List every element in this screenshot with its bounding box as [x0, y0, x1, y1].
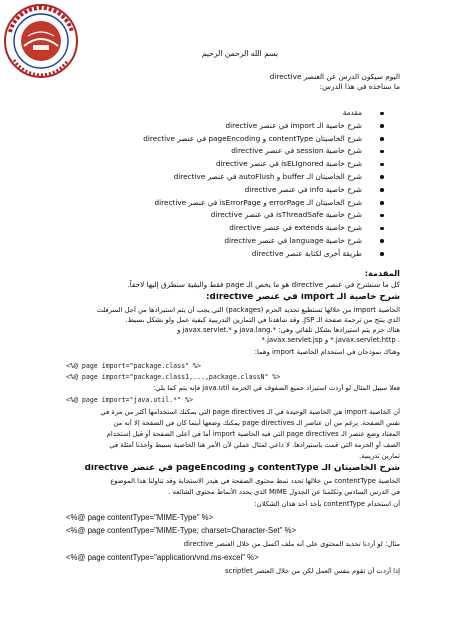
- intro-line-2: ما سناخذه في هذا الدرس:: [319, 82, 400, 91]
- paragraph-line: هناك حزم يتم استيرادها بشكل تلقائي وهي: *.java.lang و *.javax.servlet و: [177, 326, 400, 334]
- bismillah-heading: بسم الله الرحمن الرحيم: [201, 49, 279, 58]
- paragraph-line: الصف أو الحزمة التي قمت باستيرادها. لا داعي لمثال عملي لأن الأمر هنا الخاصية بسيط وأخذنا أمثلة في: [109, 441, 400, 449]
- paragraph-line: إذا أردت أن تقوم بنفس العمل لكن من خلال العنصر scriptlet: [225, 567, 400, 575]
- list-item: شرح خاصية info في عنصر directive: [70, 184, 390, 197]
- intro-line-1: اليوم سيكون الدرس عن العنصر directive: [269, 72, 400, 81]
- paragraph-line: تمارين تدريبية.: [359, 452, 400, 460]
- list-item: شرح خاصية الـ import في عنصر directive: [70, 120, 390, 133]
- list-item: شرح الخاصيتان contentType و pageEncoding في عنصر directive: [70, 133, 390, 146]
- code-example: <%@ page contentType="MIME-Type" %>: [66, 513, 214, 522]
- intro-text: كل ما سنشرح في عنصر directive هو ما يخص الـ page فقط والبقية سنطرق إليها لاحقاً.: [127, 280, 400, 289]
- paragraph-line: الخاصية import من خلالها تستطيع تحديد الحزم (packages) التي يجب أن يتم استيرادها من أجل السرفلت: [96, 306, 400, 314]
- paragraph-line: *.javax.servlet.jsp و *.javax.servlet.http .: [261, 336, 400, 344]
- list-item: شرح خاصية isThreadSafe في عنصر directive: [70, 209, 390, 222]
- section-title-import: شرح خاصية الـ import في عنصر directive:: [205, 293, 400, 302]
- list-item: شرح خاصية isELIgnored في عنصر directive: [70, 158, 390, 171]
- paragraph-line: نفس الصفحة. برغم من أن عناصر الـ page directives يمكنك وضعها أينما كان في الصفحة إلا أنه من: [113, 419, 400, 427]
- list-item: شرح خاصية language في عنصر directive: [70, 235, 390, 248]
- paragraph-line: الذي ينتج من ترجمة صفحة الـ JSP. وقد شاهدنا في التمارين التدريبية كيفية عمل ولو بشكل بسيط.: [125, 316, 400, 324]
- list-item: طريقة أخرى لكتابة عنصر directive: [70, 248, 390, 261]
- code-example: <%@ page import="package.class" %>: [66, 362, 201, 370]
- paragraph-line: المعتاد وضع عنصر الـ page directives التي فيه الخاصية import أما في أعلى الصفحة أو قبل استخدام: [106, 430, 400, 438]
- list-item: شرح خاصية extends في عنصر directive: [70, 222, 390, 235]
- section-title-content-type: شرح الخاصيتان الـ contentType و pageEncoding في عنصر directive: [84, 464, 400, 473]
- list-item: شرح الخاصيتان الـ buffer و autoFlush في عنصر directive: [70, 171, 390, 184]
- paragraph-line: الخاصية contentType من خلالها تحدد نمط محتوى الصفحة في هيدر الاستجابة وقد تناولنا هذا الموضوع: [110, 477, 400, 485]
- paragraph-line: في الدرس السادس وتكلمنا عن الجدول MIME الذي يحدد الأنماط محتوى الشائعة .: [168, 488, 400, 496]
- list-item: مقدمة: [70, 107, 390, 120]
- list-item: شرح الخاصيتان الـ errorPage و isErrorPage في عنصر directive: [70, 197, 390, 210]
- paragraph-line: وهناك نموذجان في استخدام الخاصية import وهما:: [254, 348, 400, 356]
- organization-logo: [2, 2, 80, 80]
- paragraph-line: مثال: لو أردنا تحديد المحتوى على أنه ملف أكسل من خلال العنصر directive: [183, 540, 400, 548]
- code-example: <%@ page import="java.util.*" %>: [66, 396, 194, 404]
- table-of-contents: [70, 107, 390, 261]
- paragraph-line: أن استخدام contentType يأخذ أحد هذان الشكلان:: [254, 500, 400, 508]
- list-item: شرح خاصية session في عنصر directive: [70, 145, 390, 158]
- paragraph-line: أن الخاصية import هي الخاصية الوحيدة في الـ page directives التي يمكنك استخدامها أكثر من مرة في: [100, 408, 400, 416]
- code-example: <%@ page import="package.class1,...,package.classN" %>: [66, 373, 281, 381]
- code-example: <%@ page contentType="application/vnd.ms-excel" %>: [66, 553, 259, 562]
- code-example: <%@ page contentType="MIME-Type; charset=Character-Set" %>: [66, 526, 297, 535]
- paragraph-line: فعلا سبيل المثال لو أردت استيراد جميع الصفوف في الحزمة java.util فإنه يتم كما يلي:: [152, 384, 400, 392]
- section-title-intro: المقدمة:: [364, 269, 400, 278]
